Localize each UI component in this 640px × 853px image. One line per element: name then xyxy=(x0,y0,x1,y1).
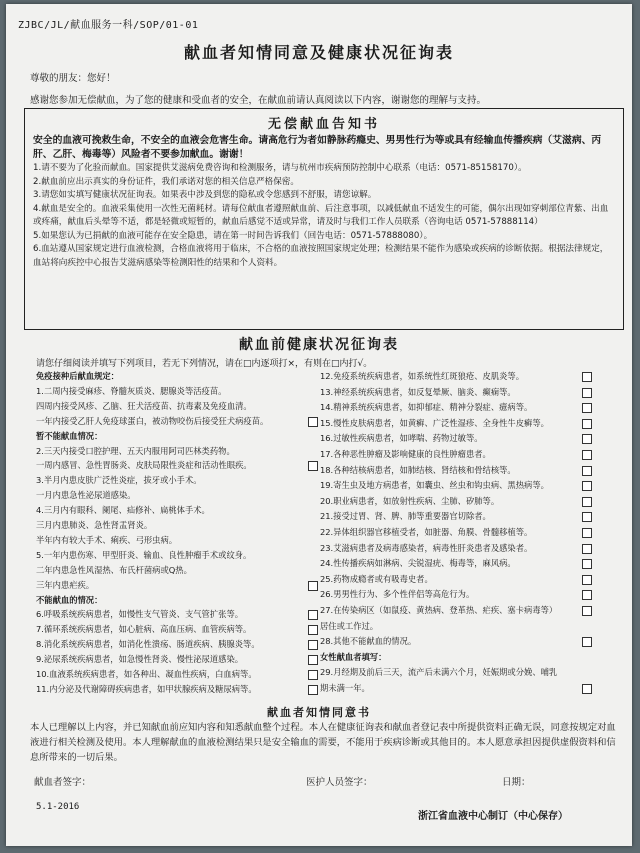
notice-title: 无偿献血告知书 xyxy=(267,117,380,132)
survey-item: 期未满一年。 xyxy=(320,683,370,693)
survey-checkbox[interactable] xyxy=(308,461,318,471)
survey-item: 12.免疫系统疾病患者，如系统性红斑狼疮、皮肌炎等。 xyxy=(320,371,525,381)
survey-checkbox[interactable] xyxy=(582,419,592,429)
notice-warning: 安全的血液可挽救生命，不安全的血液会危害生命。请高危行为者如静脉药瘾史、男男性行为等或具有经输血传播疾病（艾滋病、丙肝、乙肝、梅毒等）风险者不要参加献血。谢谢！ xyxy=(33,135,602,160)
survey-item: 半年内有较大手术、痢疾、弓形虫病。 xyxy=(36,534,178,545)
survey-checkbox[interactable] xyxy=(582,512,592,522)
survey-item: 7.循环系统疾病患者，如心脏病、高血压病、血管疾病等。 xyxy=(36,624,252,635)
consent-title: 献血者知情同意书 xyxy=(267,706,371,719)
form-title: 献血者知情同意及健康状况征询表 xyxy=(183,43,454,62)
survey-item: 三月内患肺炎、急性肾盂肾炎。 xyxy=(36,520,153,530)
survey-item: 10.血液系统疾病患者，如各种出、凝血性疾病，白血病等。 xyxy=(36,669,257,679)
survey-section-heading: 免疫接种后献血规定： xyxy=(36,371,119,381)
survey-checkbox[interactable] xyxy=(582,559,592,569)
survey-item: 2.三天内接受口腔护理、五天内服用阿司匹林类药物。 xyxy=(36,445,235,456)
survey-item: 11.内分泌及代谢障碍疾病患者，如甲状腺疾病及糖尿病等。 xyxy=(36,683,257,694)
survey-item: 6.呼吸系统疾病患者，如慢性支气管炎、支气管扩张等。 xyxy=(36,609,244,620)
survey-checkbox[interactable] xyxy=(582,497,592,507)
survey-item: 17.各种恶性肿瘤及影响健康的良性肿瘤患者。 xyxy=(320,449,491,459)
notice-box xyxy=(24,108,624,330)
survey-item: 25.药物成瘾者或有吸毒史者。 xyxy=(320,573,433,584)
survey-section-heading: 暂不能献血情况： xyxy=(36,430,103,441)
survey-item: 1.二周内接受麻疹、脊髓灰质炎、腮腺炎等活疫苗。 xyxy=(36,385,227,396)
notice-item-2: 2.献血前应出示真实的身份证件，我们承诺对您的相关信息严格保密。 xyxy=(33,176,300,187)
survey-item: 四周内接受风疹、乙脑、狂犬活疫苗、抗毒素及免疫血清。 xyxy=(36,400,252,411)
survey-checkbox[interactable] xyxy=(582,684,592,694)
notice-item-4: 4.献血是安全的。血液采集使用一次性无菌耗材。请每位献血者遵照献血前、后注意事项，以减低献血不适发生的可能，偶尔出现如穿刺部位青紫、出血或疼痛，献血后头晕等不适，都是轻微或短暂的，献血后感觉不适或异常，请及时与我们工作人员联系（咨询电话 0571-57888114） xyxy=(33,203,609,227)
survey-checkbox[interactable] xyxy=(308,640,318,650)
survey-checkbox[interactable] xyxy=(582,481,592,491)
survey-item: 一年内接受乙肝人免疫球蛋白，被动物咬伤后接受狂犬病疫苗。 xyxy=(36,415,269,426)
survey-section-heading: 不能献血的情况： xyxy=(36,594,103,605)
survey-checkbox[interactable] xyxy=(582,450,592,460)
survey-item: 一周内感冒、急性胃肠炎、皮肤局限性炎症和活动性眼疾。 xyxy=(36,460,252,471)
survey-item: 居住或工作过。 xyxy=(320,620,379,631)
survey-item: 18.各种结核病患者，如肺结核、肾结核和骨结核等。 xyxy=(320,464,516,475)
survey-item: 22.异体组织器官移植受者，如脏器、角膜、骨髓移植等。 xyxy=(320,527,533,537)
notice-item-5: 5.如果您认为已捐献的血液可能存在安全隐患，请在第一时间告诉我们（回告电话：0571-57888080）。 xyxy=(33,230,433,241)
survey-checkbox[interactable] xyxy=(582,528,592,538)
survey-checkbox[interactable] xyxy=(582,466,592,476)
survey-item: 二年内患急性风湿热、布氏杆菌病或Q热。 xyxy=(36,564,192,575)
survey-item: 28.其他不能献血的情况。 xyxy=(320,636,417,647)
survey-item: 16.过敏性疾病患者，如哮喘、药物过敏等。 xyxy=(320,433,483,444)
survey-item: 15.慢性皮肤病患者，如黄癣、广泛性湿疹、全身性牛皮癣等。 xyxy=(320,417,549,428)
donor-signature-label: 献血者签字： xyxy=(34,777,92,788)
survey-checkbox[interactable] xyxy=(582,544,592,554)
survey-item: 3.半月内患皮肤广泛性炎症，拔牙或小手术。 xyxy=(36,475,202,486)
survey-item: 9.泌尿系统疾病患者，如急慢性肾炎、慢性泌尿道感染。 xyxy=(36,654,244,665)
notice-item-1: 1.请不要为了化验而献血。国家提供艾滋病免费咨询和检测服务，请与杭州市疾病预防控制中心联系（电话：0571-85158170）。 xyxy=(33,163,527,173)
survey-checkbox[interactable] xyxy=(308,655,318,665)
survey-checkbox[interactable] xyxy=(308,625,318,635)
survey-instruction: 请您仔细阅读并填写下列项目，若无下列情况，请在□内逐项打×，有则在□内打√。 xyxy=(36,359,373,369)
staff-signature-label: 医护人员签字： xyxy=(306,777,373,788)
survey-item: 14.精神系统疾病患者，如抑郁症、精神分裂症、癔病等。 xyxy=(320,402,533,413)
intro-text: 感谢您参加无偿献血，为了您的健康和受血者的安全，在献血前请认真阅读以下内容，谢谢您的理解与支持。 xyxy=(30,95,487,106)
survey-item: 4.三月内有眼科、阑尾、疝修补、扁桃体手术。 xyxy=(36,505,210,516)
form-code: ZJBC/JL/献血服务一科/SOP/01-01 xyxy=(18,20,199,31)
survey-checkbox[interactable] xyxy=(582,388,592,398)
survey-checkbox[interactable] xyxy=(308,670,318,680)
survey-checkbox[interactable] xyxy=(308,685,318,695)
survey-item: 21.接受过胃、肾、脾、肺等重要器官切除者。 xyxy=(320,511,491,522)
survey-checkbox[interactable] xyxy=(582,575,592,585)
survey-item: 19.寄生虫及地方病患者，如囊虫、丝虫和钩虫病、黑热病等。 xyxy=(320,480,549,491)
survey-checkbox[interactable] xyxy=(582,606,592,616)
survey-item: 三年内患疟疾。 xyxy=(36,579,95,590)
survey-item: 27.在传染病区（如鼠疫、黄热病、登革热、疟疾、塞卡病毒等） xyxy=(320,605,558,615)
survey-item: 5.一年内患伤寒、甲型肝炎、输血、良性肿瘤手术或纹身。 xyxy=(36,549,252,560)
form-maker: 浙江省血液中心制订（中心保存） xyxy=(418,811,568,822)
survey-item: 一月内患急性泌尿道感染。 xyxy=(36,490,136,501)
survey-item: 13.神经系统疾病患者，如反复晕厥、脑炎、癫痫等。 xyxy=(320,386,516,397)
form-version: 5.1-2016 xyxy=(36,802,80,812)
survey-item: 20.职业病患者，如放射性疾病、尘肺、矽肺等。 xyxy=(320,495,500,506)
form-sheet xyxy=(6,4,632,846)
survey-checkbox[interactable] xyxy=(308,417,318,427)
notice-item-6: 6.血站遵从国家规定进行血液检测，合格血液将用于临床，不合格的血液按照国家规定处理；检测结果不能作为感染或疾病的诊断依据。根据法律规定，血站将向疾控中心报告艾滋病感染等检测阳性的结果和个人资料。 xyxy=(33,244,609,268)
consent-text: 本人已理解以上内容，并已知献血前应知内容和知悉献血整个过程。本人在健康征询表和献血者登记表中所提供资料正确无误，同意按规定对血液进行相关检测及使用。本人理解献血的血液检测结果只是安全输血的需要，不能用于疾病诊断或其他目的。本人愿意承担因提供虚假资料和信息所带来的一切后果。 xyxy=(30,722,616,763)
survey-checkbox[interactable] xyxy=(582,403,592,413)
date-label: 日期： xyxy=(502,777,531,788)
survey-checkbox[interactable] xyxy=(308,610,318,620)
notice-item-3: 3.请您如实填写健康状况征询表。如果表中涉及到您的隐私或令您感到不舒服，请您谅解。 xyxy=(33,190,377,200)
survey-checkbox[interactable] xyxy=(582,434,592,444)
survey-checkbox[interactable] xyxy=(582,590,592,600)
survey-item: 26.男男性行为、多个性伴侣等高危行为。 xyxy=(320,589,475,600)
survey-section-heading: 女性献血者填写： xyxy=(320,651,387,662)
survey-title: 献血前健康状况征询表 xyxy=(239,337,399,353)
survey-checkbox[interactable] xyxy=(582,637,592,647)
survey-item: 8.消化系统疾病患者，如消化性溃疡、肠道疾病、胰腺炎等。 xyxy=(36,639,260,650)
survey-item: 23.艾滋病患者及病毒感染者，病毒性肝炎患者及感染者。 xyxy=(320,542,533,553)
greeting: 尊敬的朋友：您好！ xyxy=(30,73,116,84)
survey-checkbox[interactable] xyxy=(582,372,592,382)
survey-item: 29.月经期及前后三天，流产后未满六个月，妊娠期或分娩、哺乳 xyxy=(320,667,558,678)
survey-checkbox[interactable] xyxy=(308,581,318,591)
survey-item: 24.性传播疾病如淋病、尖锐湿疣、梅毒等，麻风病。 xyxy=(320,558,516,569)
